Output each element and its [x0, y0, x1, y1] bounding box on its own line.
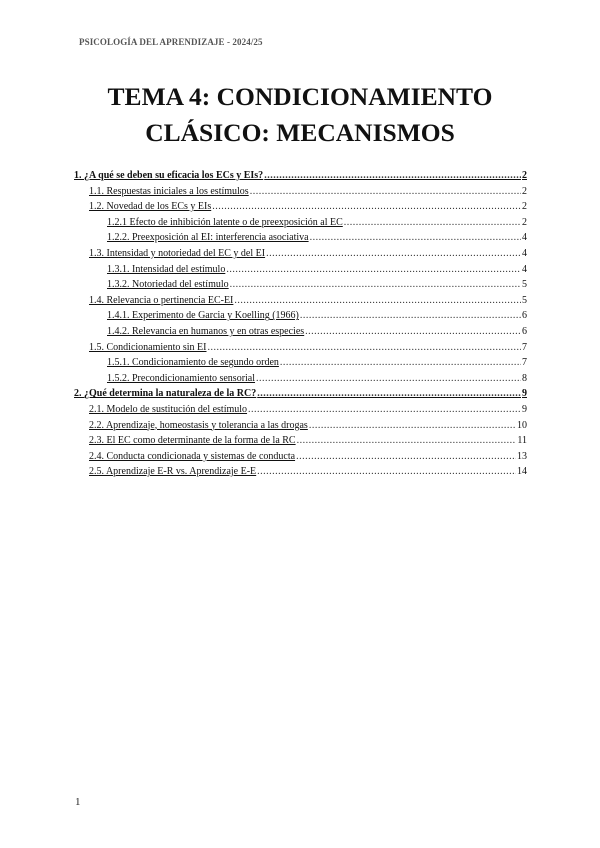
toc-entry-page[interactable]: 9: [522, 403, 527, 415]
toc-dot-leader: [310, 230, 521, 246]
toc-entry-title[interactable]: 1.5.2. Precondicionamiento sensorial: [107, 372, 256, 384]
toc-entry[interactable]: [74, 199, 527, 215]
toc-entry[interactable]: [74, 168, 527, 184]
page-number: 1: [75, 796, 81, 808]
toc-entry[interactable]: [74, 308, 527, 324]
toc-dot-leader: [257, 464, 516, 480]
toc-entry[interactable]: [74, 184, 527, 200]
toc-dot-leader: [344, 215, 521, 231]
toc-dot-leader: [230, 277, 521, 293]
toc-dot-leader: [264, 168, 521, 184]
toc-entry-page[interactable]: 4: [522, 232, 527, 244]
toc-entry-page[interactable]: 2: [522, 185, 527, 197]
toc-entry-page[interactable]: 14: [517, 466, 527, 478]
toc-entry-title[interactable]: 2.3. El EC como determinante de la forma de la RC: [89, 435, 296, 447]
toc-dot-leader: [300, 308, 521, 324]
toc-entry[interactable]: [74, 371, 527, 387]
toc-entry-page[interactable]: 4: [522, 247, 527, 259]
toc-entry[interactable]: [74, 340, 527, 356]
toc-entry-page[interactable]: 10: [517, 419, 527, 431]
toc-entry[interactable]: [74, 324, 527, 340]
toc-dot-leader: [257, 386, 521, 402]
toc-entry-page[interactable]: 5: [522, 279, 527, 291]
toc-entry-title[interactable]: 1.2.2. Preexposición al EI: interferencia asociativa: [107, 232, 309, 244]
toc-entry-title[interactable]: 1.3.2. Notoriedad del estímulo: [107, 279, 229, 291]
toc-entry[interactable]: [74, 464, 527, 480]
toc-entry-page[interactable]: 8: [522, 372, 527, 384]
toc-dot-leader: [250, 184, 521, 200]
toc-entry-page[interactable]: 2: [522, 170, 527, 181]
toc-entry-page[interactable]: 5: [522, 294, 527, 306]
toc-entry-page[interactable]: 7: [522, 341, 527, 353]
toc-dot-leader: [296, 449, 516, 465]
toc-dot-leader: [309, 418, 516, 434]
toc-entry-title[interactable]: 1.4.2. Relevancia en humanos y en otras especies: [107, 325, 305, 337]
toc-entry[interactable]: [74, 246, 527, 262]
toc-entry[interactable]: [74, 402, 527, 418]
toc-dot-leader: [297, 433, 517, 449]
toc-entry[interactable]: [74, 355, 527, 371]
toc-entry-title[interactable]: 1. ¿A qué se deben su eficacia los ECs y EIs?: [74, 170, 264, 181]
toc-entry[interactable]: [74, 262, 527, 278]
document-title-line-2: CLÁSICO: MECANISMOS: [145, 118, 455, 147]
toc-entry-page[interactable]: 9: [522, 388, 527, 400]
toc-entry-page[interactable]: 2: [522, 216, 527, 228]
toc-entry[interactable]: [74, 386, 527, 402]
toc-entry-title[interactable]: 2. ¿Qué determina la naturaleza de la RC?: [74, 388, 257, 400]
toc-entry-page[interactable]: 6: [522, 310, 527, 322]
toc-entry-title[interactable]: 1.3. Intensidad y notoriedad del EC y del EI: [89, 247, 266, 259]
toc-entry-page[interactable]: 11: [517, 435, 527, 447]
toc-entry-title[interactable]: 1.4.1. Experimento de Garcia y Koelling (1966): [107, 310, 299, 322]
toc-dot-leader: [208, 340, 522, 356]
toc-entry-title[interactable]: 1.5.1. Condicionamiento de segundo orden: [107, 357, 279, 369]
toc-entry-page[interactable]: 13: [517, 450, 527, 462]
toc-entry-title[interactable]: 1.4. Relevancia o pertinencia EC-EI: [89, 294, 234, 306]
toc-entry[interactable]: [74, 433, 527, 449]
toc-dot-leader: [248, 402, 521, 418]
toc-entry-title[interactable]: 1.3.1. Intensidad del estímulo: [107, 263, 226, 275]
toc-entry-title[interactable]: 2.4. Conducta condicionada y sistemas de conducta: [89, 450, 296, 462]
toc-dot-leader: [234, 293, 521, 309]
toc-entry[interactable]: [74, 215, 527, 231]
toc-dot-leader: [280, 355, 521, 371]
document-title-line-1: TEMA 4: CONDICIONAMIENTO: [107, 82, 493, 111]
toc-dot-leader: [256, 371, 521, 387]
toc-entry-title[interactable]: 1.5. Condicionamiento sin EI: [89, 341, 207, 353]
toc-entry[interactable]: [74, 230, 527, 246]
toc-dot-leader: [305, 324, 521, 340]
toc-entry-page[interactable]: 4: [522, 263, 527, 275]
toc-entry[interactable]: [74, 277, 527, 293]
toc-entry-title[interactable]: 1.2. Novedad de los ECs y EIs: [89, 201, 212, 213]
toc-entry-title[interactable]: 2.1. Modelo de sustitución del estímulo: [89, 403, 248, 415]
toc-entry-title[interactable]: 2.2. Aprendizaje, homeostasis y tolerancia a las drogas: [89, 419, 308, 431]
toc-entry-page[interactable]: 7: [522, 357, 527, 369]
toc-entry-title[interactable]: 1.1. Respuestas iniciales a los estímulos: [89, 185, 249, 197]
toc-entry[interactable]: [74, 293, 527, 309]
toc-entry-page[interactable]: 2: [522, 201, 527, 213]
toc-entry-page[interactable]: 6: [522, 325, 527, 337]
running-header: PSICOLOGÍA DEL APRENDIZAJE - 2024/25: [79, 37, 263, 47]
table-of-contents: [74, 168, 527, 480]
toc-dot-leader: [226, 262, 521, 278]
toc-dot-leader: [212, 199, 521, 215]
toc-entry-title[interactable]: 1.2.1 Efecto de inhibición latente o de preexposición al EC: [107, 216, 343, 228]
toc-entry-title[interactable]: 2.5. Aprendizaje E-R vs. Aprendizaje E-E: [89, 466, 257, 478]
toc-entry[interactable]: [74, 449, 527, 465]
toc-entry[interactable]: [74, 418, 527, 434]
toc-dot-leader: [266, 246, 521, 262]
